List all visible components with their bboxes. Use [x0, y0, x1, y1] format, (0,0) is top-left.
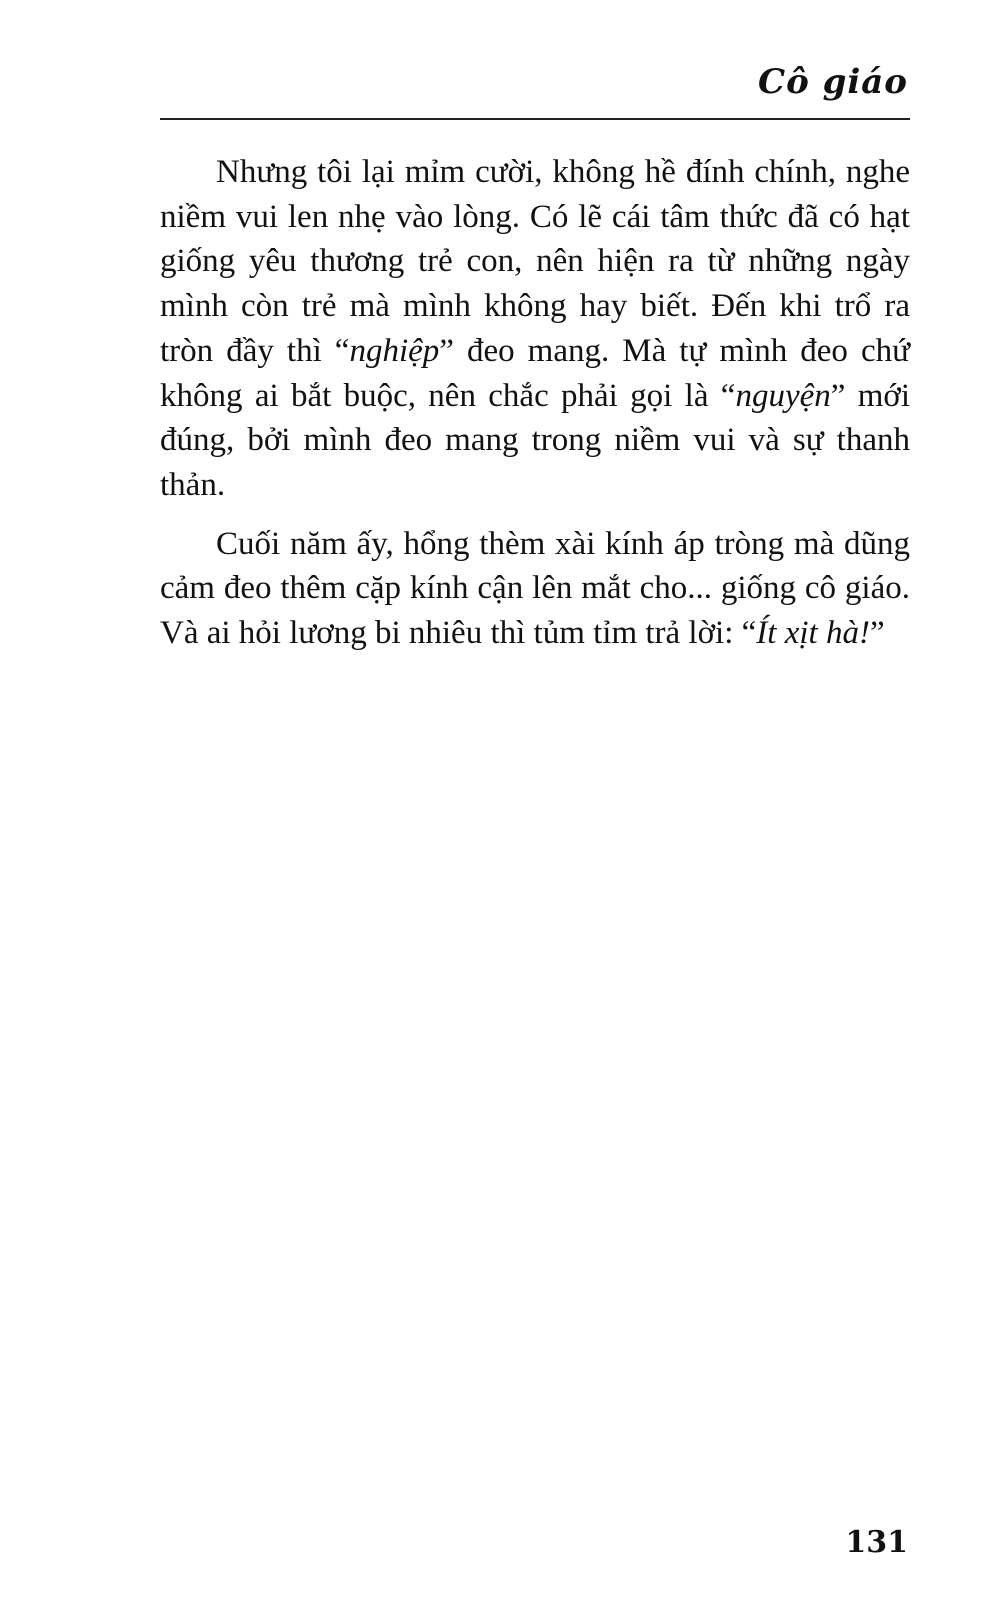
paragraph-2-text-a: Cuối năm ấy, hổng thèm xài kính áp tròng mà dũng cảm đeo thêm cặp kính cận lên mắt cho... giống cô giáo. Và ai hỏi lương bi nhiêu thì tủm tỉm trả lời: “	[160, 525, 910, 652]
paragraph-1-text-a: Nhưng tôi lại mỉm cười, không hề đính chính, nghe niềm vui len nhẹ vào lòng. Có lẽ cái tâm thức đã có hạt giống yêu thương trẻ con, nên hiện ra từ những ngày mình còn trẻ mà mình không hay biết. Đến khi trổ ra tròn đầy thì “	[160, 154, 910, 369]
page-number: 131	[845, 1525, 908, 1560]
running-head-title: Cô giáo	[758, 62, 908, 102]
paragraph-2-text-b: ”	[869, 615, 885, 652]
body-text	[160, 150, 910, 656]
paragraph-2	[160, 522, 910, 656]
paragraph-1-text-b: ” đeo mang. Mà tự mình đeo chứ không ai bắt buộc, nên chắc phải gọi là “	[160, 332, 911, 414]
paragraph-2-emphasis-quote: Ít xịt hà!	[756, 615, 870, 652]
header-rule	[160, 118, 910, 120]
paragraph-1-text-c: ” mới đúng, bởi mình đeo mang trong niềm vui và sự thanh thản.	[160, 377, 911, 503]
paragraph-1-emphasis-nghiep: nghiệp	[349, 332, 440, 369]
paragraph-1-emphasis-nguyen: nguyện	[735, 377, 831, 414]
paragraph-1	[160, 150, 910, 508]
